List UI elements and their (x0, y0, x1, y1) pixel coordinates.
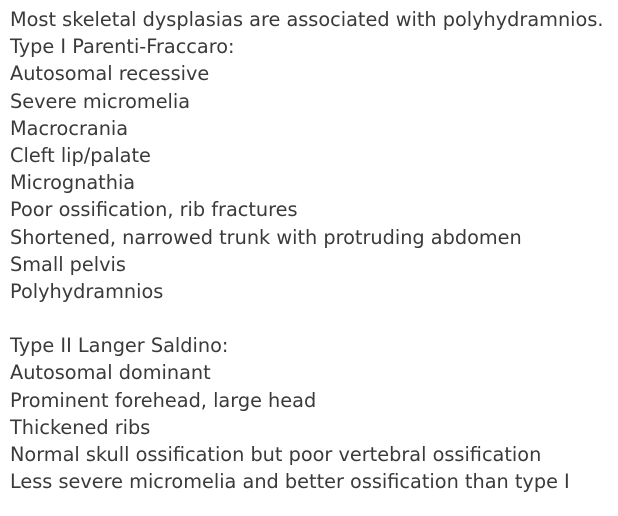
type1-item: Poor ossification, rib fractures (10, 198, 298, 222)
type2-item: Prominent forehead, large head (10, 388, 317, 412)
section-gap (10, 305, 614, 332)
type2-item: Thickened ribs (10, 415, 151, 439)
type1-item: Polyhydramnios (10, 279, 164, 303)
type2-item: Autosomal dominant (10, 361, 211, 385)
type1-item: Autosomal recessive (10, 62, 210, 86)
type2-item: Less severe micromelia and better ossification than type I (10, 470, 570, 494)
type1-heading: Type I Parenti-Fraccaro: (10, 35, 235, 59)
intro-text: Most skeletal dysplasias are associated with polyhydramnios. (10, 8, 604, 31)
type2-item: Normal skull ossification but poor vertebral ossification (10, 443, 542, 466)
type1-item: Severe micromelia (10, 89, 191, 113)
type1-item: Cleft lip/palate (10, 143, 151, 167)
type1-item: Shortened, narrowed trunk with protruding abdomen (10, 225, 522, 249)
document-body (10, 6, 614, 495)
type1-item: Small pelvis (10, 252, 126, 276)
type1-item: Micrognathia (10, 171, 136, 195)
type2-heading: Type II Langer Saldino: (10, 334, 229, 358)
type1-item: Macrocrania (10, 116, 129, 140)
